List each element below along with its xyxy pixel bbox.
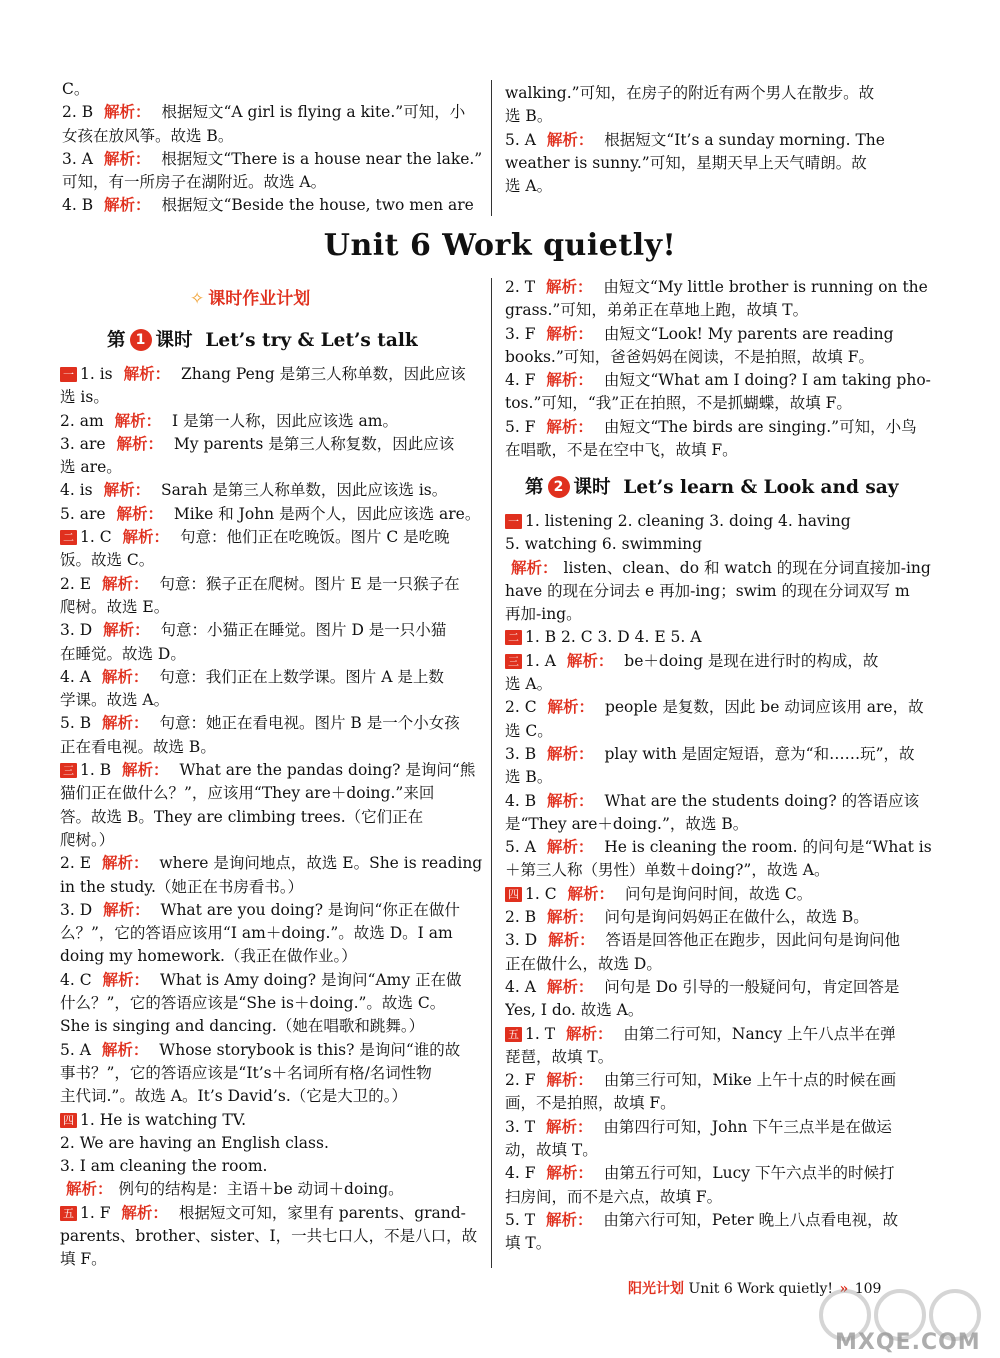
text-line: 一 1. is 解析： Zhang Peng 是第三人称单数，因此应该 [60,363,485,386]
footer-unit: Unit 6 [688,1281,733,1297]
answer-analysis-label: 解析： [546,1164,593,1183]
lesson-1-prefix: 第 [107,330,126,351]
answer-analysis-label: 解析： [546,977,594,996]
text-line: 是“They are＋doing.”，故选 B。 [505,814,749,833]
text-line: 什么？”，它的答语应该是“She is＋doing.”。故选 C。 [60,994,446,1013]
text-line: 3. I am cleaning the room. [60,1157,268,1176]
text-line: 爬树。故选 E。 [60,597,170,616]
top-right-column [505,82,930,198]
text-line: 可知，有一所房子在湖附近。故选 A。 [62,173,327,192]
text-line: 3. A 解析： 根据短文“There is a house near the lake.” [62,149,483,168]
text-line: 五 1. F 解析： 根据短文可知，家里有 parents、grand- [60,1202,485,1225]
text-line: 4. F 解析： 由第五行可知，Lucy 下午六点半的时候打 [505,1164,895,1183]
text-line: 5. watching 6. swimming [505,535,703,554]
answer-analysis-label: 解析： [548,931,595,950]
text-line: 2. E 解析： where 是询问地点，故选 E。She is reading [60,854,483,873]
answer-analysis-label: 解析： [123,365,171,383]
text-line: 5. T 解析： 由第六行可知，Peter 晚上八点看电视，故 [505,1210,899,1229]
answer-analysis-label: 解析： [545,1117,593,1136]
right-column-b [505,510,935,1256]
text-line: ＋第三人称（男性）单数＋doing?”，故选 A。 [505,861,830,880]
lesson-2-heading [525,473,899,499]
text-line: 在睡觉。故选 D。 [60,644,186,663]
section-number-badge: 二 [505,630,522,645]
text-line: 饭。故选 C。 [60,551,155,570]
text-line: have 的现在分词去 e 再加-ing；swim 的现在分词双写 m [505,581,910,600]
answer-analysis-label: 解析： [101,574,149,593]
text-line: weather is sunny.”可知，星期天早上天气晴朗。故 [505,153,867,172]
unit-title: Unit 6 Work quietly! [323,228,677,263]
chevron-right-icon: » [839,1281,849,1297]
text-line: 选 A。 [505,675,553,694]
text-line: 女孩在放风筝。故选 B。 [62,126,234,145]
answer-analysis-label: 解析： [545,1210,593,1229]
lesson-1-name: Let’s try & Let’s talk [205,330,418,351]
lesson-1-suffix: 课时 [155,330,193,351]
text-line: 主代词.”。故选 A。It’s David’s.（它是大卫的。） [60,1087,407,1106]
answer-analysis-label: 解析： [547,698,595,717]
text-line: 爬树。） [60,830,115,849]
text-line: 5. B 解析： 句意：她正在看电视。图片 B 是一个小女孩 [60,714,460,733]
text-line: 琵琶，故填 T。 [505,1047,614,1066]
text-line: 3. B 解析： play with 是固定短语，意为“和……玩”，故 [505,744,915,763]
text-line: 正在做什么，故选 D。 [505,954,662,973]
text-line: walking.”可知，在房子的附近有两个男人在散步。故 [505,84,875,102]
text-line: doing my homework.（我正在做作业。） [60,947,357,966]
page-number: 109 [854,1281,882,1297]
text-line: 四 1. He is watching TV. [60,1109,485,1132]
text-line: 4. A 解析： 问句是 Do 引导的一般疑问句，肯定回答是 [505,977,900,996]
text-line: 填 T。 [505,1234,552,1253]
answer-analysis-label: 解析： [547,908,594,927]
text-line: 4. B 解析： 根据短文“Beside the house, two men are [62,196,474,215]
text-line: 4. A 解析： 句意：我们正在上数学课。图片 A 是上数 [60,667,444,686]
answer-analysis-label: 解析： [116,504,163,523]
text-line: 三 1. B 解析： What are the pandas doing? 是询问“熊 [60,759,485,782]
text-line: 3. D 解析： 答语是回答他正在跑步，因此问句是询问他 [505,931,901,950]
lesson-2-number-badge: 2 [548,476,570,498]
text-line: 五 1. T 解析： 由第二行可知，Nancy 上午八点半在弹 [505,1023,935,1046]
text-line: tos.”可知，“我”正在拍照，不是抓蝴蝶，故填 F。 [505,394,852,413]
lesson-2-suffix: 课时 [573,477,611,498]
text-line: 4. is 解析： Sarah 是第三人称单数，因此应该选 is。 [60,481,448,500]
text-line: 猫们正在做什么？”，应该用“They are＋doing.”来回 [60,784,435,803]
lesson-2-name: Let’s learn & Look and say [623,477,899,498]
section-title [190,284,390,309]
watermark-text: MXQE.COM [835,1330,981,1355]
answer-analysis-label: 解析： [103,621,150,640]
section-number-badge: 五 [60,1206,77,1221]
text-line: 画，不是拍照，故填 F。 [505,1094,676,1113]
answer-analysis-label: 解析： [101,854,149,873]
section-number-badge: 一 [60,367,77,382]
section-number-badge: 三 [60,763,77,778]
text-line: C。 [62,80,90,98]
text-line: 3. D 解析： 句意：小猫正在睡觉。图片 D 是一只小猫 [60,621,447,640]
text-line: 学课。故选 A。 [60,691,170,710]
answer-analysis-label: 解析： [103,481,151,500]
footer-brand: 阳光计划 [628,1281,684,1297]
text-line: 答。故选 B。They are climbing trees.（它们正在 [60,807,424,826]
answer-analysis-label: 解析： [546,1071,593,1090]
text-line: 3. F 解析： 由短文“Look! My parents are reading [505,324,894,343]
text-line: 5. are 解析： Mike 和 John 是两个人，因此应该选 are。 [60,504,481,523]
text-line: 四 1. C 解析： 问句是询问时间，故选 C。 [505,883,935,906]
text-line: 4. B 解析： What are the students doing? 的答语应该 [505,791,920,810]
footer-title: Work quietly! [737,1281,834,1297]
answer-analysis-label: 解析： [511,558,558,577]
lesson-2-prefix: 第 [525,477,544,498]
answer-analysis-label: 解析： [104,103,151,122]
text-line: 5. F 解析： 由短文“The birds are singing.”可知，小鸟 [505,417,917,436]
left-main-column [60,363,485,1272]
answer-analysis-label: 解析： [547,791,594,810]
text-line: 解析： listen、clean、do 和 watch 的现在分词直接加-ing [511,558,931,577]
text-line: 5. A 解析： He is cleaning the room. 的问句是“What is [505,838,932,857]
answer-analysis-label: 解析： [122,528,170,547]
text-line: She is singing and dancing.（她在唱歌和跳舞。） [60,1017,425,1036]
text-line: parents、brother、sister、I，一共七口人，不是八口，故 [60,1226,478,1245]
answer-analysis-label: 解析： [545,278,593,296]
text-line: 在唱歌，不是在空中飞，故填 F。 [505,441,738,460]
text-line: 2. E 解析： 句意：猴子正在爬树。图片 E 是一只猴子在 [60,574,460,593]
section-number-badge: 四 [505,887,522,902]
answer-analysis-label: 解析： [102,970,150,989]
text-line: in the study.（她正在书房看书。） [60,877,304,896]
text-line: 事书？”，它的答语应该是“It’s＋名词所有格/名词性物 [60,1063,432,1082]
text-line: 二 1. B 2. C 3. D 4. E 5. A [505,626,935,649]
section-number-badge: 一 [505,514,522,529]
text-line: 选 are。 [60,458,122,477]
answer-analysis-label: 解析： [122,761,169,780]
answer-analysis-label: 解析： [103,149,151,168]
text-line: 扫房间，而不是六点，故填 F。 [505,1187,723,1206]
text-line: 2. am 解析： I 是第一人称，因此应该选 am。 [60,411,398,430]
section-number-badge: 三 [505,654,522,669]
column-divider-top [491,80,492,216]
text-line: 选 B。 [505,768,553,787]
answer-analysis-label: 解析： [104,196,151,215]
text-line: 一 1. listening 2. cleaning 3. doing 4. having [505,510,935,533]
text-line: 5. A 解析： 根据短文“It’s a sunday morning. The [505,130,885,149]
answer-analysis-label: 解析： [567,884,615,903]
text-line: 2. T 解析： 由短文“My little brother is running on the [505,278,928,296]
text-line: 2. F 解析： 由第三行可知，Mike 上午十点的时候在画 [505,1071,897,1090]
answer-analysis-label: 解析： [547,744,594,763]
text-line: 5. A 解析： Whose storybook is this? 是询问“谁的故 [60,1040,461,1059]
answer-analysis-label: 解析： [565,1024,613,1043]
answer-analysis-label: 解析： [566,651,614,670]
text-line: books.”可知，爸爸妈妈在阅读，不是拍照，故填 F。 [505,347,874,366]
answer-analysis-label: 解析： [546,371,593,390]
text-line: 4. F 解析： 由短文“What am I doing? I am taking pho- [505,371,931,390]
section-number-badge: 二 [60,530,77,545]
text-line: 3. D 解析： What are you doing? 是询问“你正在做什 [60,900,460,919]
text-line: 再加-ing。 [505,605,582,624]
text-line: 选 A。 [505,177,553,196]
lesson-1-number-badge: 1 [130,329,152,351]
text-line: 解析： 例句的结构是：主语＋be 动词＋doing。 [66,1180,404,1199]
section-number-badge: 四 [60,1113,77,1128]
text-line: 2. We are having an English class. [60,1133,329,1152]
text-line: 2. C 解析： people 是复数，因此 be 动词应该用 are，故 [505,698,924,717]
text-line: 2. B 解析： 问句是询问妈妈正在做什么，故选 B。 [505,908,869,927]
answer-analysis-label: 解析： [546,324,593,343]
answer-analysis-label: 解析： [102,714,149,733]
answer-analysis-label: 解析： [114,411,162,430]
answer-analysis-label: 解析： [66,1180,113,1199]
spark-icon: ✧ [190,289,205,309]
text-line: grass.”可知，弟弟正在草地上跑，故填 T。 [505,301,809,320]
answer-analysis-label: 解析： [546,130,594,149]
lesson-1-heading [107,326,418,352]
text-line: 三 1. A 解析： be＋doing 是现在进行时的构成，故 [505,650,935,673]
right-column-a [505,276,935,462]
text-line: 选 C。 [505,721,553,740]
answer-analysis-label: 解析： [546,417,593,436]
answer-analysis-label: 解析： [103,900,150,919]
text-line: 动，故填 T。 [505,1141,598,1160]
text-line: 3. are 解析： My parents 是第三人称复数，因此应该 [60,434,455,453]
text-line: 2. B 解析： 根据短文“A girl is flying a kite.”可知，小 [62,103,466,122]
text-line: 选 B。 [505,107,553,126]
text-line: 填 F。 [60,1250,107,1269]
answer-analysis-label: 解析： [101,1040,149,1059]
top-left-column [62,78,487,218]
answer-analysis-label: 解析： [101,667,149,686]
text-line: 3. T 解析： 由第四行可知，John 下午三点半是在做运 [505,1117,892,1136]
section-title-text: 课时作业计划 [208,289,311,309]
answer-analysis-label: 解析： [121,1203,168,1222]
answer-analysis-label: 解析： [116,434,163,453]
text-line: 二 1. C 解析： 句意：他们正在吃晚饭。图片 C 是吃晚 [60,526,485,549]
section-number-badge: 五 [505,1027,522,1042]
text-line: 正在看电视。故选 B。 [60,737,216,756]
column-divider-main [491,278,492,1268]
text-line: 么？”，它的答语应该用“I am＋doing.”。故选 D。I am [60,924,453,943]
text-line: 4. C 解析： What is Amy doing? 是询问“Amy 正在做 [60,970,462,989]
answer-analysis-label: 解析： [546,838,594,857]
text-line: Yes, I do. 故选 A。 [505,1001,644,1020]
text-line: 选 is。 [60,388,109,407]
